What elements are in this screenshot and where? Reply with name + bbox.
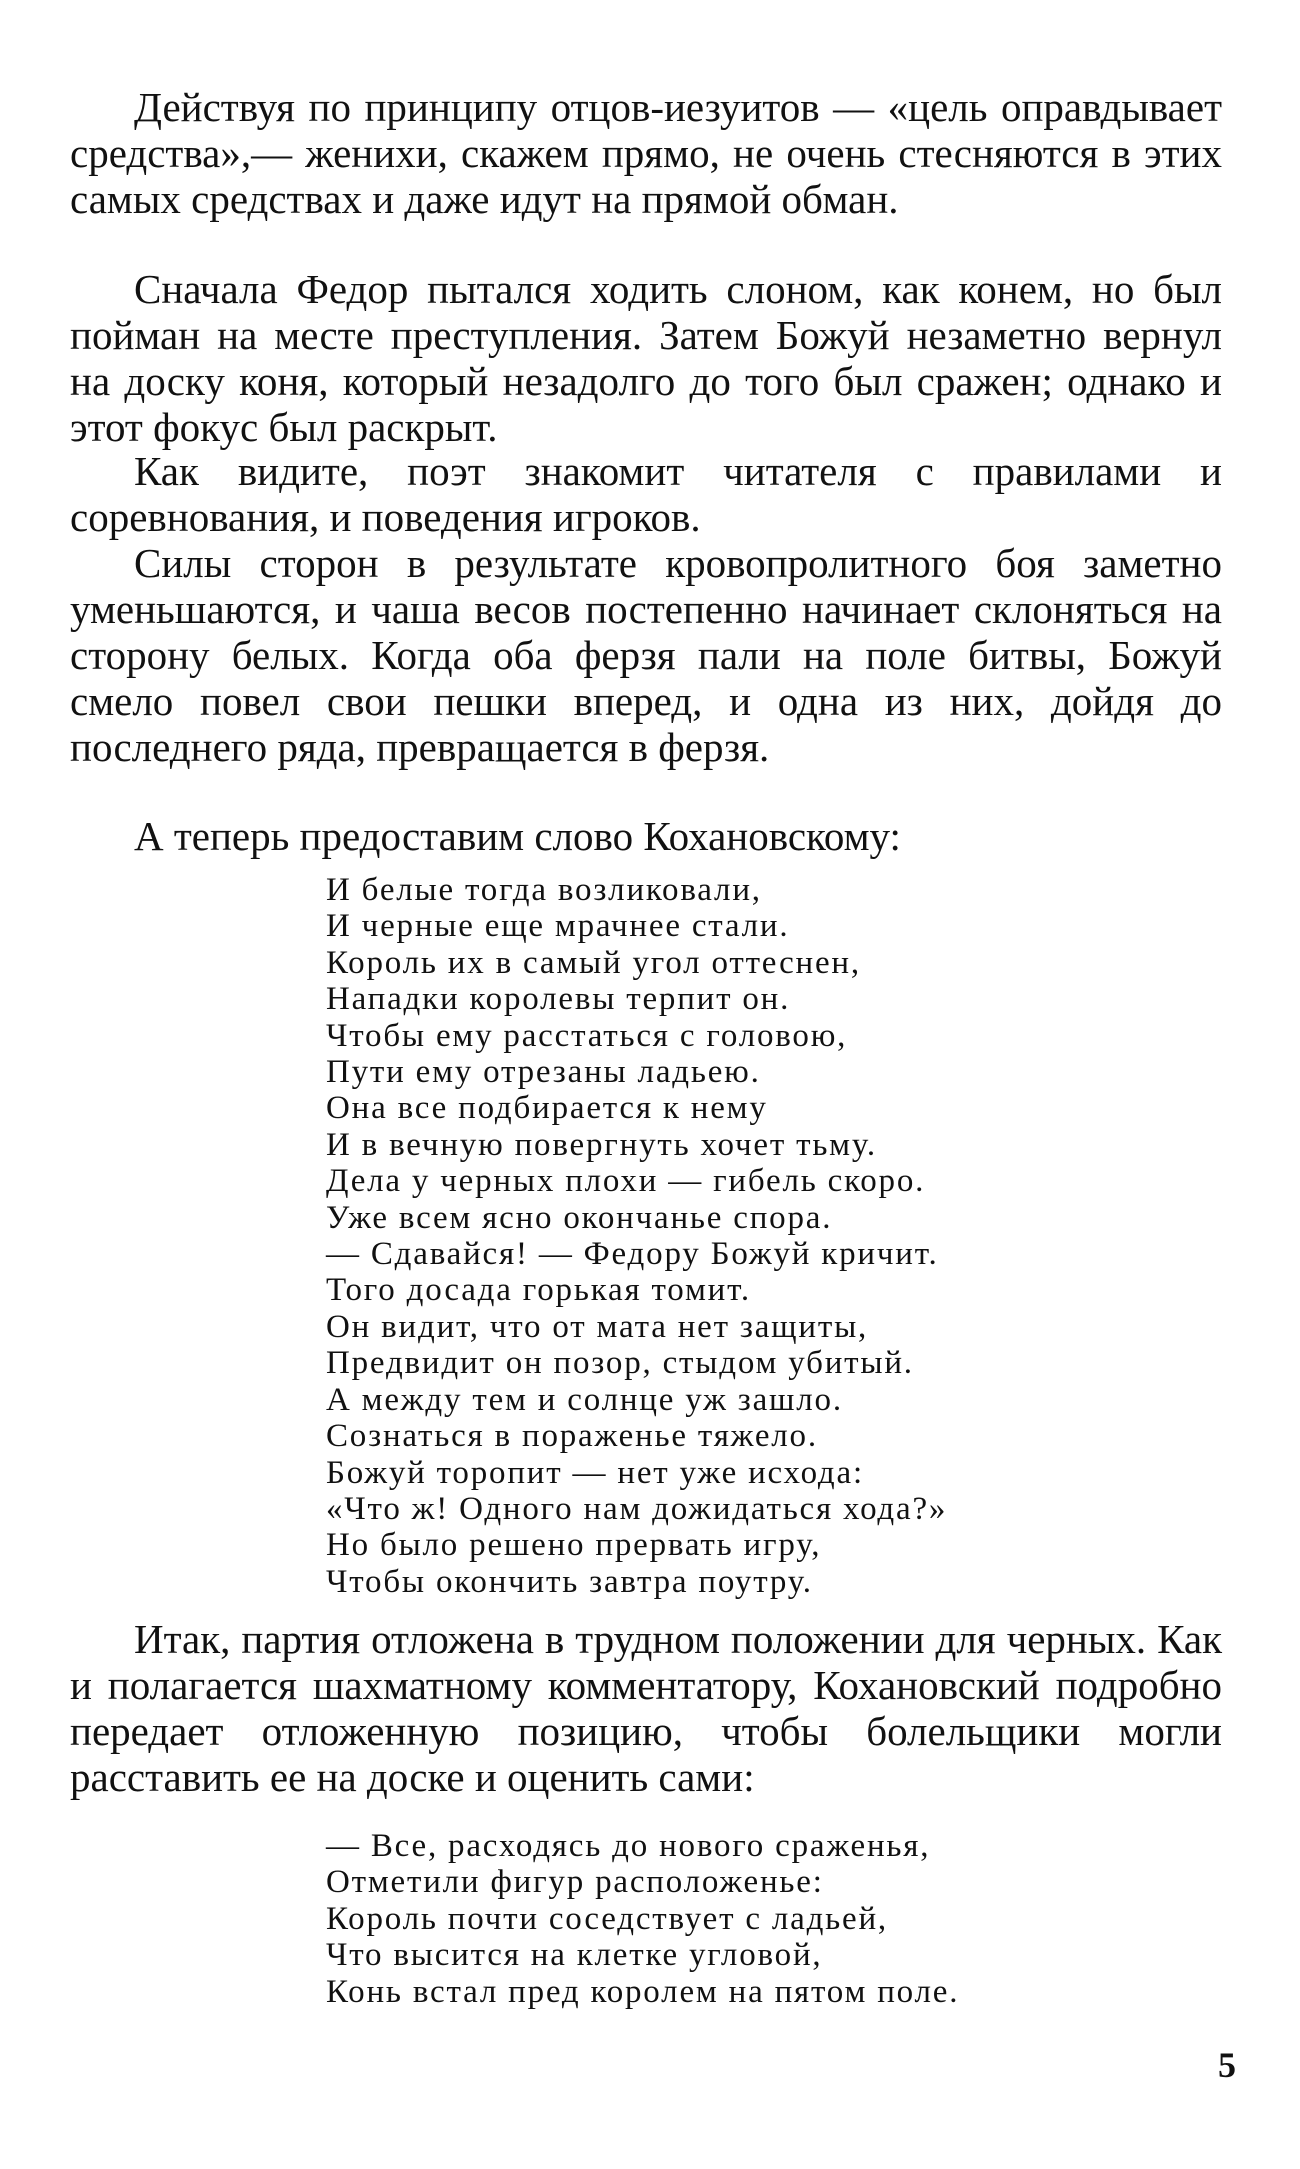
verse-line: — Сдавайся! — Федору Божуй кричит. bbox=[326, 1236, 939, 1273]
paragraph: Итак, партия отложена в трудном положении для черных. Как и полагается шахматному комментатору, Кохановский подробно передает отложенную позицию, чтобы болельщики могли расставить ее на доске и оценить сами: bbox=[70, 1616, 1222, 1800]
verse-line: Нападки королевы терпит он. bbox=[326, 981, 791, 1018]
verse-line: Чтобы окончить завтра поутру. bbox=[326, 1563, 813, 1600]
page-number: 5 bbox=[1218, 2045, 1236, 2085]
verse-line: — Все, расходясь до нового сраженья, bbox=[326, 1828, 931, 1864]
verse-line: И в вечную повергнуть хочет тьму. bbox=[326, 1126, 877, 1163]
paragraph: А теперь предоставим слово Кохановскому: bbox=[134, 813, 901, 859]
verse-line: И белые тогда возликовали, bbox=[326, 872, 762, 908]
verse-line: Божуй торопит — нет уже исхода: bbox=[326, 1454, 864, 1491]
poem-excerpt bbox=[326, 872, 1086, 1600]
verse-line: Конь встал пред королем на пятом поле. bbox=[326, 1973, 960, 2010]
paragraph: Сначала Федор пытался ходить слоном, как конем, но был пойман на месте преступления. Затем Божуй незаметно вернул на доску коня, который незадолго до того был сражен; однако и этот фокус был раскрыт. bbox=[70, 266, 1222, 450]
verse-line: А между тем и солнце уж зашло. bbox=[326, 1381, 843, 1418]
verse-line: Король их в самый угол оттеснен, bbox=[326, 944, 861, 981]
verse-line: Король почти соседствует с ладьей, bbox=[326, 1900, 888, 1937]
verse-line: Что высится на клетке угловой, bbox=[326, 1937, 823, 1974]
paragraph: Как видите, поэт знакомит читателя с правилами и соревнования, и поведения игроков. bbox=[70, 448, 1222, 540]
verse-line: Но было решено прервать игру, bbox=[326, 1527, 822, 1564]
verse-line: Того досада горькая томит. bbox=[326, 1272, 751, 1309]
verse-line: Она все подбирается к нему bbox=[326, 1090, 768, 1127]
paragraph: Действуя по принципу отцов-иезуитов — «цель оправдывает средства»,— женихи, скажем прямо, не очень стесняются в этих самых средствах и даже идут на прямой обман. bbox=[70, 84, 1222, 222]
verse-line: Отметили фигур расположенье: bbox=[326, 1864, 824, 1901]
verse-line: Чтобы ему расстаться с головою, bbox=[326, 1017, 848, 1054]
poem-excerpt bbox=[326, 1828, 1086, 2010]
verse-line: Предвидит он позор, стыдом убитый. bbox=[326, 1345, 914, 1382]
paragraph: Силы сторон в результате кровопролитного боя заметно уменьшаются, и чаша весов постепенно начинает склоняться на сторону белых. Когда оба ферзя пали на поле битвы, Божуй смело повел свои пешки вперед, и одна из них, дойдя до последнего ряда, превращается в ферзя. bbox=[70, 540, 1222, 770]
verse-line: Дела у черных плохи — гибель скоро. bbox=[326, 1163, 926, 1200]
verse-line: «Что ж! Одного нам дожидаться хода?» bbox=[326, 1490, 948, 1527]
verse-line: Уже всем ясно окончанье спора. bbox=[326, 1199, 833, 1236]
verse-line: Пути ему отрезаны ладьею. bbox=[326, 1054, 761, 1091]
verse-line: Он видит, что от мата нет защиты, bbox=[326, 1308, 869, 1345]
verse-line: Сознаться в пораженье тяжело. bbox=[326, 1418, 818, 1455]
verse-line: И черные еще мрачнее стали. bbox=[326, 908, 790, 945]
